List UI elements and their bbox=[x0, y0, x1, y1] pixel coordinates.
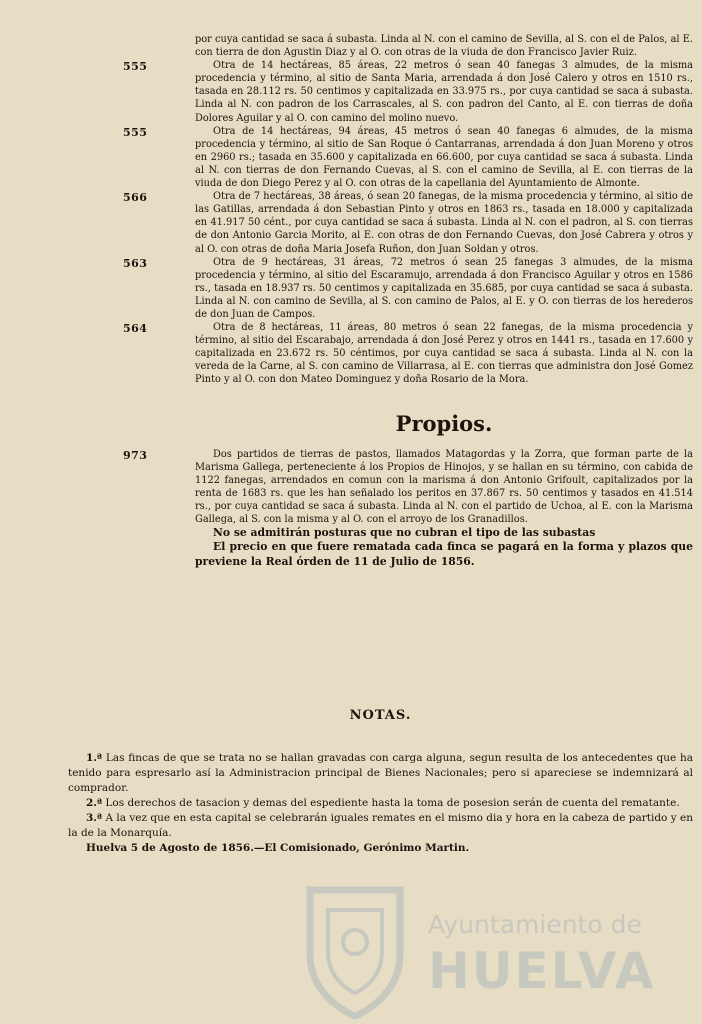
note-text: Los derechos de tasacion y demas del espediente hasta la toma de posesion serán de cuenta del rematante. bbox=[105, 797, 680, 809]
closing-line-price: El precio en que fuere rematada cada finca se pagará en la forma y plazos que previene la Real órden de 11 de Julio de 1856. bbox=[195, 540, 693, 568]
note-1 bbox=[68, 751, 693, 796]
entry-564 bbox=[123, 321, 693, 386]
section-heading-propios: Propios. bbox=[395, 410, 493, 436]
main-column bbox=[123, 33, 693, 569]
signature: Huelva 5 de Agosto de 1856.—El Comisionado, Gerónimo Martin. bbox=[86, 842, 470, 854]
entry-text: Dos partidos de tierras de pastos, llamados Matagordas y la Zorra, que forman parte de la Marisma Gallega, perteneciente á los Propios de Hinojos, y se hallan en su término, con cabida de 1122 fanegas, arrendados en comun con la marisma á don Antonio Grifoult, capitalizados por la renta de 1683 rs. que les han señalado los peritos en 37.867 rs. 50 centimos y tasados en 41.514 rs., por cuya cantidad se saca á subasta. Linda al N. con el partido de Uchoa, al E. con la Marisma Gallega, al S. con la misma y al O. con el arroyo de los Granadillos. bbox=[195, 448, 693, 525]
entry-number: 555 bbox=[123, 60, 148, 74]
note-marker: 2.ª bbox=[86, 797, 103, 809]
notes-section bbox=[68, 708, 693, 856]
entry-number: 566 bbox=[123, 191, 148, 205]
entry-566 bbox=[123, 190, 693, 255]
entry-text: Otra de 14 hectáreas, 94 áreas, 45 metros ó sean 40 fanegas 6 almudes, de la misma procedencia y término, al sitio de San Roque ó Cantarranas, arrendada á don Juan Moreno y otros en 2960 rs.; tasada en 35.600 y capitalizada en 66.600, por cuya cantidad se saca á subasta. Linda al N. con tierras de don Fernando Cuevas, al S. con el camino de Sevilla, al E. con tierras de la viuda de don Diego Perez y al O. con otras de la capellania del Ayuntamiento de Almonte. bbox=[195, 125, 693, 190]
note-text: A la vez que en esta capital se celebrarán iguales remates en el mismo dia y hora en la cabeza de partido y en la de la Monarquía. bbox=[68, 812, 693, 839]
watermark-line1: Ayuntamiento de bbox=[428, 910, 642, 939]
entry-number: 555 bbox=[123, 125, 148, 139]
notes-title: NOTAS. bbox=[349, 708, 412, 723]
entry-text: Otra de 7 hectáreas, 38 áreas, ó sean 20 fanegas, de la misma procedencia y término, al sitio de las Gatillas, arrendada á don Sebastian Pinto y otros en 1863 rs., tasada en 18.000 y capitalizada en 41.917 50 cént., por cuya cantidad se saca á subasta. Linda al N. con el padron, al S. con tierras de don Antonio Garcia Morito, al E. con otras de don Fernando Cuevas, don José Cabrera y otros y al O. con otras de doña Maria Josefa Ruñon, don Juan Soldan y otros. bbox=[195, 191, 693, 255]
closing-line-postures: No se admitirán posturas que no cubran el tipo de las subastas bbox=[213, 526, 596, 540]
entry-text: por cuya cantidad se saca á subasta. Linda al N. con el camino de Sevilla, al S. con el de Palos, al E. con tierra de don Agustin Diaz y al O. con otras de la viuda de don Francisco Javier Ruiz. bbox=[195, 34, 693, 59]
watermark-line2: HUELVA bbox=[428, 942, 656, 1000]
note-3 bbox=[68, 811, 693, 841]
entry-555-b bbox=[123, 125, 693, 190]
watermark bbox=[300, 880, 700, 1020]
entry-text: Otra de 8 hectáreas, 11 áreas, 80 metros ó sean 22 fanegas, de la misma procedencia y término, al sitio del Escarabajo, arrendada á don José Perez y otros en 1441 rs., tasada en 17.600 y capitalizada en 23.672 rs. 50 céntimos, por cuya cantidad se saca á subasta. Linda al N. con la vereda de la Carne, al S. con camino de Villarrasa, al E. con tierras que administra don José Gomez Pinto y al O. con don Mateo Dominguez y doña Rosario de la Mora. bbox=[195, 322, 693, 386]
entry-continuation bbox=[195, 33, 693, 59]
entry-text: Otra de 14 hectáreas, 85 áreas, 22 metros ó sean 40 fanegas 3 almudes, de la misma procedencia y término, al sitio de Santa Maria, arrendada á don José Calero y otros en 1510 rs., tasada en 28.112 rs. 50 centimos y capitalizada en 33.975 rs., por cuya cantidad se saca á subasta. Linda al N. con padron de los Carrascales, al S. con padron del Canto, al E. con tierras de doña Dolores Aguilar y al O. con camino del molino nuevo. bbox=[195, 60, 693, 124]
note-marker: 1.ª bbox=[86, 752, 103, 764]
signature-line bbox=[68, 841, 693, 856]
entry-563 bbox=[123, 256, 693, 321]
entry-text: Otra de 9 hectáreas, 31 áreas, 72 metros ó sean 25 fanegas 3 almudes, de la misma procedencia y término, al sitio del Escaramujo, arrendada á don Francisco Aguilar y otros en 1586 rs., tasada en 18.937 rs. 50 centimos y capitalizada en 35.685, por cuya cantidad se saca á subasta. Linda al N. con camino de Sevilla, al S. con camino de Palos, al E. y O. con tierras de los herederos de don Juan de Campos. bbox=[195, 256, 693, 320]
note-2 bbox=[68, 796, 693, 811]
entry-973 bbox=[123, 448, 693, 527]
entry-555-a bbox=[123, 59, 693, 124]
entry-number: 973 bbox=[123, 448, 148, 462]
note-text: Las fincas de que se trata no se hallan gravadas con carga alguna, segun resulta de los antecedentes que ha tenido para espresarlo así la Administracion principal de Bienes Nacionales; pero si apareciese se indemnizará al comprador. bbox=[68, 752, 693, 794]
entry-number: 563 bbox=[123, 256, 148, 270]
city-shield-icon bbox=[300, 880, 410, 1020]
note-marker: 3.ª bbox=[86, 812, 103, 824]
entry-number: 564 bbox=[123, 322, 148, 336]
